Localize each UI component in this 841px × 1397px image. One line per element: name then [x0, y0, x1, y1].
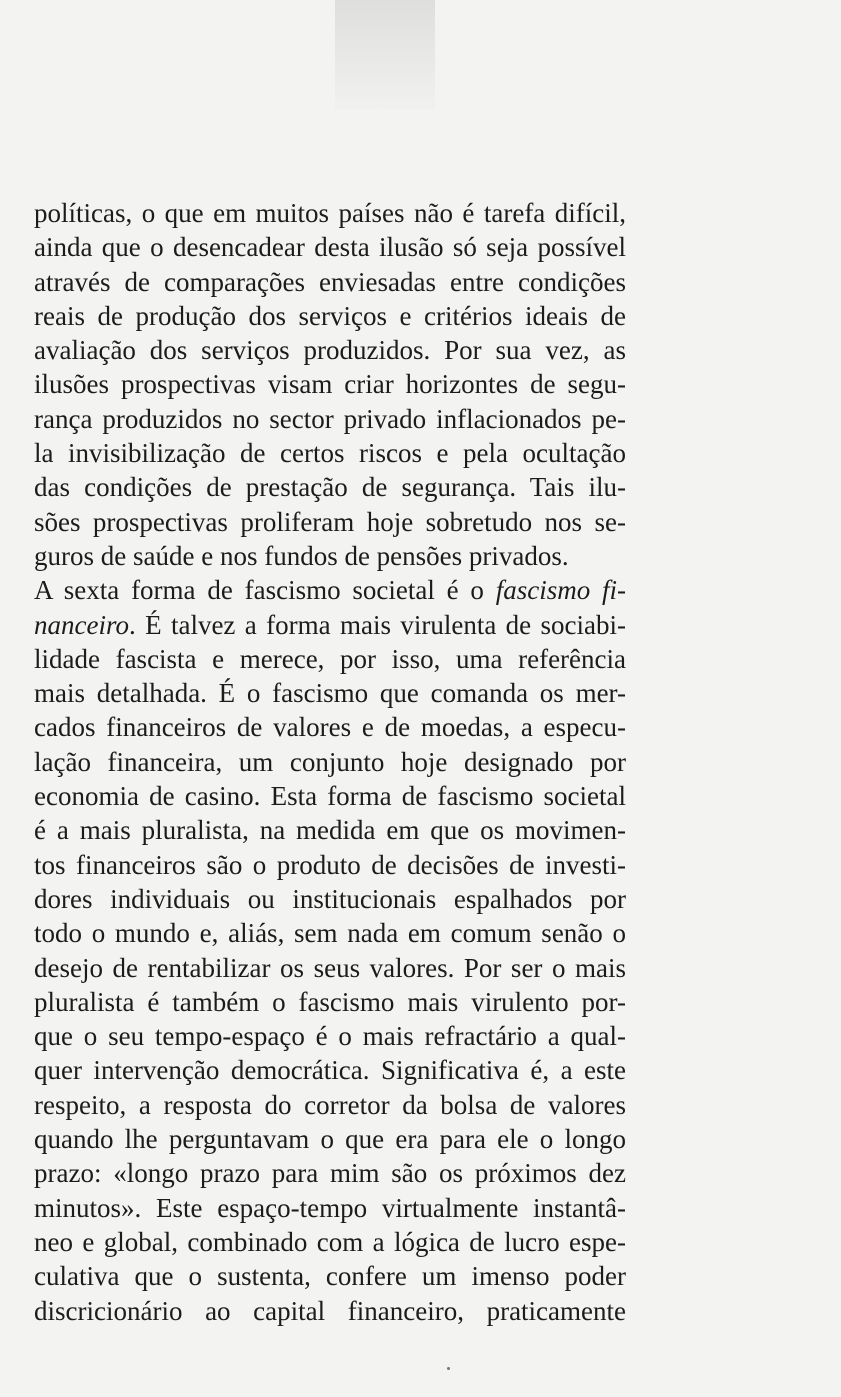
- text-line: [34, 333, 626, 367]
- text-run: ilusões prospectivas visam criar horizontes de segu-: [34, 369, 626, 400]
- text-line: [34, 1088, 626, 1122]
- text-run: . É talvez a forma mais virulenta de sociabi-: [128, 609, 626, 640]
- text-line: [34, 642, 626, 676]
- text-run: dores individuais ou institucionais espalhados por: [34, 883, 626, 914]
- text-run: pluralista é também o fascismo mais virulento por-: [34, 986, 626, 1017]
- text-run: prazo: «longo prazo para mim são os próximos dez: [34, 1158, 626, 1189]
- text-line: [34, 230, 626, 264]
- text-run: neo e global, combinado com a lógica de lucro espe-: [34, 1226, 626, 1257]
- text-run: das condições de prestação de segurança. Tais ilu-: [34, 472, 626, 503]
- text-run: respeito, a resposta do corretor da bolsa de valores: [34, 1089, 626, 1120]
- text-run: rança produzidos no sector privado inflacionados pe-: [34, 403, 626, 434]
- text-line: [34, 813, 626, 847]
- text-line: [34, 539, 626, 573]
- body-text: [34, 196, 626, 1328]
- text-line: [34, 985, 626, 1019]
- text-run: la invisibilização de certos riscos e pela ocultação: [34, 438, 626, 469]
- text-run: tos financeiros são o produto de decisões de investi-: [34, 849, 626, 880]
- italic-term: fascismo fi-: [495, 575, 626, 606]
- text-run: que o seu tempo-espaço é o mais refractário a qual-: [34, 1021, 626, 1052]
- text-line: [34, 882, 626, 916]
- text-run: ainda que o desencadear desta ilusão só seja possível: [34, 232, 626, 263]
- text-line: [34, 1225, 626, 1259]
- text-run: avaliação dos serviços produzidos. Por sua vez, as: [34, 335, 626, 366]
- text-line: [34, 951, 626, 985]
- text-line: [34, 299, 626, 333]
- text-run: desejo de rentabilizar os seus valores. Por ser o mais: [34, 952, 626, 983]
- text-run: todo o mundo e, aliás, sem nada em comum senão o: [34, 918, 626, 949]
- text-line: [34, 265, 626, 299]
- text-run: discricionário ao capital financeiro, praticamente: [34, 1295, 626, 1326]
- text-line: [34, 573, 626, 607]
- text-run: lidade fascista e merece, por isso, uma referência: [34, 643, 626, 674]
- text-run: quando lhe perguntavam o que era para ele o longo: [34, 1124, 626, 1155]
- text-run: através de comparações enviesadas entre condições: [34, 266, 626, 297]
- text-line: [34, 402, 626, 436]
- text-line: [34, 470, 626, 504]
- text-line: [34, 1122, 626, 1156]
- text-run: reais de produção dos serviços e critérios ideais de: [34, 300, 626, 331]
- text-run: lação financeira, um conjunto hoje designado por: [34, 746, 626, 777]
- page-speck: [447, 1367, 450, 1370]
- text-line: [34, 608, 626, 642]
- text-line: [34, 505, 626, 539]
- text-run: economia de casino. Esta forma de fascismo societal: [34, 781, 626, 812]
- text-line: [34, 1191, 626, 1225]
- text-line: [34, 848, 626, 882]
- text-run: guros de saúde e nos fundos de pensões privados.: [34, 540, 569, 571]
- text-run: minutos». Este espaço-tempo virtualmente instantâ-: [34, 1192, 626, 1223]
- text-run: culativa que o sustenta, confere um imenso poder: [34, 1261, 626, 1292]
- text-run: A sexta forma de fascismo societal é o: [34, 575, 496, 606]
- text-line: [34, 196, 626, 230]
- text-line: [34, 710, 626, 744]
- text-line: [34, 676, 626, 710]
- text-line: [34, 1019, 626, 1053]
- text-run: mais detalhada. É o fascismo que comanda os mer-: [34, 678, 626, 709]
- text-run: quer intervenção democrática. Significativa é, a este: [34, 1055, 626, 1086]
- text-run: sões prospectivas proliferam hoje sobretudo nos se-: [34, 506, 626, 537]
- text-line: [34, 779, 626, 813]
- text-run: cados financeiros de valores e de moedas, a especu-: [34, 712, 626, 743]
- text-line: [34, 745, 626, 779]
- text-line: [34, 1156, 626, 1190]
- text-line: [34, 1053, 626, 1087]
- text-line: [34, 916, 626, 950]
- text-line: [34, 1259, 626, 1293]
- text-run: é a mais pluralista, na medida em que os movimen-: [34, 815, 626, 846]
- text-line: [34, 1294, 626, 1328]
- scan-shadow: [335, 0, 435, 110]
- text-line: [34, 367, 626, 401]
- text-line: [34, 436, 626, 470]
- text-run: políticas, o que em muitos países não é tarefa difícil,: [34, 198, 626, 228]
- italic-term: nanceiro: [34, 609, 129, 640]
